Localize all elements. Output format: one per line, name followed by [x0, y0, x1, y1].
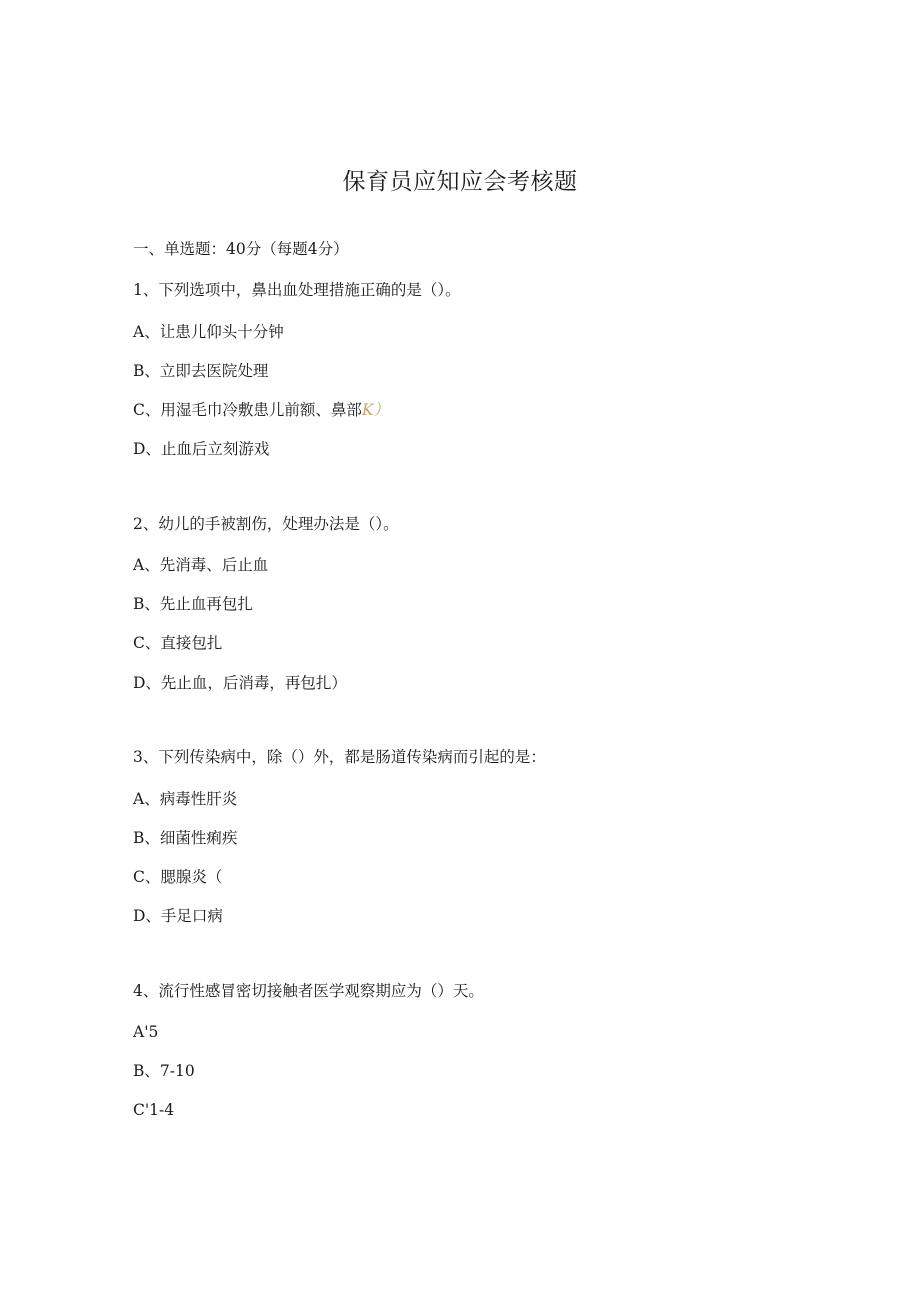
answer-mark: K）: [361, 401, 389, 419]
question-3-option-b: B、细菌性痢疾: [133, 829, 238, 847]
question-2-option-d: D、先止血，后消毒，再包扎）: [133, 674, 347, 692]
question-3-option-c: C、腮腺炎（: [133, 868, 223, 886]
question-4-option-a: A'5: [133, 1023, 159, 1041]
question-4-option-c: C'1-4: [133, 1101, 175, 1119]
question-1-option-c-text: C、用湿毛巾冷敷患儿前额、鼻部: [133, 401, 362, 419]
question-4-text: 4、流行性感冒密切接触者医学观察期应为（）天。: [133, 982, 484, 1000]
question-3-option-a: A、病毒性肝炎: [133, 790, 238, 808]
question-1-option-d: D、止血后立刻游戏: [133, 440, 270, 458]
question-2-text: 2、幼儿的手被割伤，处理办法是（）。: [133, 515, 399, 533]
question-1-option-a: A、让患儿仰头十分钟: [133, 323, 284, 341]
question-3-option-d: D、手足口病: [133, 907, 223, 925]
question-2-option-c: C、直接包扎: [133, 634, 223, 652]
question-1-option-b: B、立即去医院处理: [133, 362, 269, 380]
page-title: 保育员应知应会考核题: [342, 169, 578, 195]
question-3-text: 3、下列传染病中，除（）外，都是肠道传染病而引起的是：: [133, 748, 546, 766]
question-1-option-c: [133, 400, 389, 420]
question-2-option-b: B、先止血再包扎: [133, 595, 253, 613]
question-2-option-a: A、先消毒、后止血: [133, 556, 269, 574]
question-4-option-b: B、7-10: [133, 1062, 195, 1080]
question-1-text: 1、下列选项中，鼻出血处理措施正确的是（）。: [133, 281, 461, 299]
section-heading: 一、单选题：40分（每题4分）: [133, 240, 349, 258]
